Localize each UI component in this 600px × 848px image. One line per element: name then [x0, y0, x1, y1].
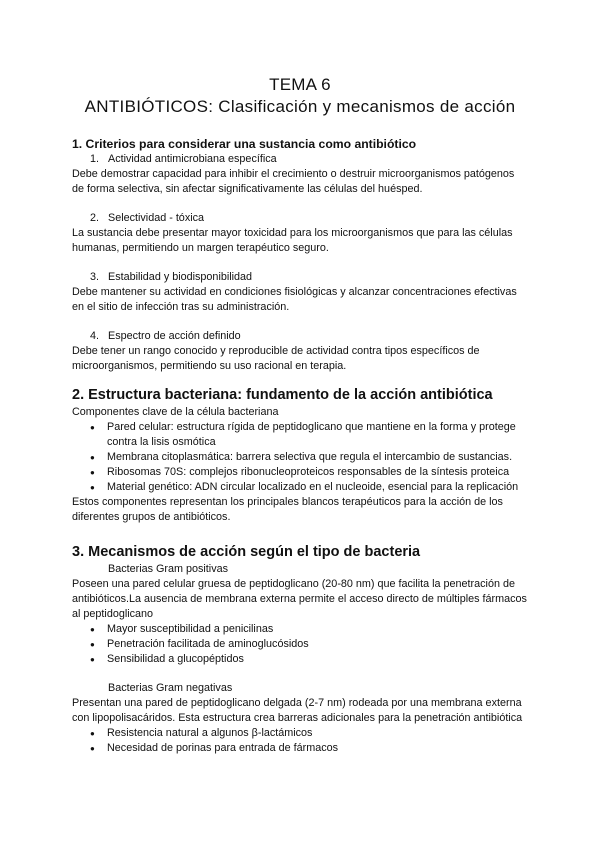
section-3-heading: 3. Mecanismos de acción según el tipo de bacteria: [72, 544, 421, 560]
list-item: ● Pared celular: estructura rígida de peptidoglicano que mantiene en la forma y protege contra la lisis osmótica: [90, 420, 528, 450]
gram-positive-label: Bacterias Gram positivas: [108, 563, 229, 575]
list-item: ● Material genético: ADN circular localizado en el nucleoide, esencial para la replicación: [90, 480, 528, 495]
list-item: ● Sensibilidad a glucopéptidos: [90, 652, 528, 667]
list-item: ● Penetración facilitada de aminoglucósidos: [90, 637, 528, 652]
gram-negative-label: Bacterias Gram negativas: [108, 682, 233, 694]
list-item: ● Necesidad de porinas para entrada de fármacos: [90, 741, 528, 756]
list-item: ● Mayor susceptibilidad a penicilinas: [90, 622, 528, 637]
doc-subtitle: ANTIBIÓTICOS: Clasificación y mecanismos de acción: [84, 97, 516, 116]
cell-components-list: [72, 420, 528, 495]
criterion-3-label: 3. Estabilidad y biodisponibilidad: [90, 271, 253, 283]
criterion-3-description: Debe mantener su actividad en condiciones fisiológicas y alcanzar concentraciones efectivas en el sitio de infección tras su administración.: [72, 286, 517, 313]
section-2-heading: 2. Estructura bacteriana: fundamento de la acción antibiótica: [72, 387, 493, 403]
section-2-intro: Componentes clave de la célula bacteriana: [72, 406, 279, 418]
list-item: ● Resistencia natural a algunos β-lactámicos: [90, 726, 528, 741]
gram-positive-list: [72, 622, 528, 667]
gram-positive-description: Poseen una pared celular gruesa de peptidoglicano (20-80 nm) que facilita la penetración de antibióticos.La ausencia de membrana externa permite el acceso directo de múltiples fármacos al peptidoglicano: [72, 578, 527, 620]
gram-negative-list: [72, 726, 528, 756]
list-item: ● Ribosomas 70S: complejos ribonucleoproteicos responsables de la síntesis proteica: [90, 465, 528, 480]
list-item: ● Membrana citoplasmática: barrera selectiva que regula el intercambio de sustancias.: [90, 450, 528, 465]
criterion-1-description: Debe demostrar capacidad para inhibir el crecimiento o destruir microorganismos patógenos de forma selectiva, sin afectar significativamente las células del huésped.: [72, 168, 515, 195]
criterion-1-label: 1. Actividad antimicrobiana específica: [90, 153, 277, 165]
section-1-heading: 1. Criterios para considerar una sustancia como antibiótico: [72, 137, 417, 151]
criterion-4-label: 4. Espectro de acción definido: [90, 330, 241, 342]
criterion-2-description: La sustancia debe presentar mayor toxicidad para los microorganismos que para las células humanas, permitiendo un margen terapéutico seguro.: [72, 227, 513, 254]
criterion-2-label: 2. Selectividad - tóxica: [90, 212, 205, 224]
criterion-4-description: Debe tener un rango conocido y reproducible de actividad contra tipos específicos de microorganismos, permitiendo su uso racional en terapia.: [72, 345, 480, 372]
gram-negative-description: Presentan una pared de peptidoglicano delgada (2-7 nm) rodeada por una membrana externa con lipopolisacáridos. Esta estructura crea barreras adicionales para la penetración antibiótica: [72, 697, 523, 724]
doc-title: TEMA 6: [269, 75, 331, 94]
section-2-closing: Estos componentes representan los principales blancos terapéuticos para la acción de los diferentes grupos de antibióticos.: [72, 496, 503, 523]
